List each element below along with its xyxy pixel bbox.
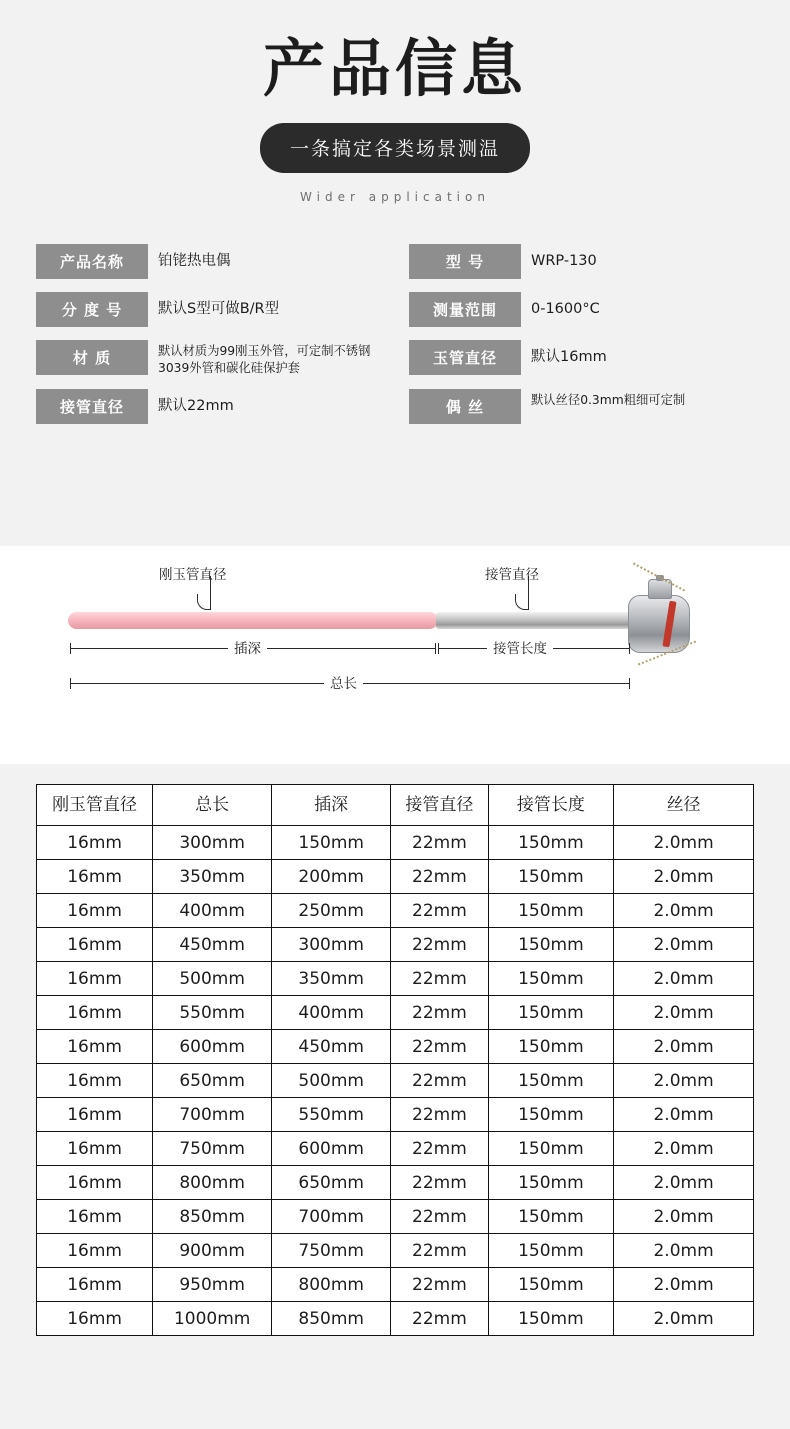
column-header: 总长 (153, 785, 272, 826)
table-cell: 150mm (488, 826, 613, 860)
terminal-head-graphic (622, 575, 696, 663)
spec-key: 偶 丝 (409, 389, 521, 424)
table-row (37, 1234, 754, 1268)
table-cell: 600mm (272, 1132, 391, 1166)
head-body (628, 595, 690, 653)
table-cell: 2.0mm (614, 826, 754, 860)
spec-value: 默认22mm (158, 397, 234, 414)
spec-key: 产品名称 (36, 244, 148, 279)
table-cell: 450mm (153, 928, 272, 962)
table-cell: 550mm (153, 996, 272, 1030)
table-cell: 2.0mm (614, 1234, 754, 1268)
table-cell: 400mm (153, 894, 272, 928)
table-cell: 22mm (391, 1064, 489, 1098)
table-cell: 2.0mm (614, 1302, 754, 1336)
table-cell: 650mm (272, 1166, 391, 1200)
table-cell: 550mm (272, 1098, 391, 1132)
hero-english-subtitle: Wider application (300, 190, 490, 205)
table-cell: 700mm (153, 1098, 272, 1132)
table-cell: 16mm (37, 1302, 153, 1336)
spec-value: 默认16mm (531, 349, 607, 366)
label-ceramic-diameter: 刚玉管直径 (159, 567, 227, 583)
table-row (37, 1268, 754, 1302)
spec-value: 默认材质为99刚玉外管，可定制不锈钢3039外管和碳化硅保护套 (158, 344, 371, 375)
hero-subtitle-pill: 一条搞定各类场景测温 (260, 123, 530, 173)
column-header: 接管长度 (488, 785, 613, 826)
table-cell: 16mm (37, 1234, 153, 1268)
table-cell: 2.0mm (614, 1098, 754, 1132)
table-row (37, 928, 754, 962)
table-row (37, 996, 754, 1030)
table-cell: 1000mm (153, 1302, 272, 1336)
table-cell: 150mm (488, 962, 613, 996)
table-cell: 900mm (153, 1234, 272, 1268)
table-cell: 150mm (488, 1166, 613, 1200)
column-header: 刚玉管直径 (37, 785, 153, 826)
column-header: 接管直径 (391, 785, 489, 826)
table-cell: 650mm (153, 1064, 272, 1098)
table-cell: 150mm (272, 826, 391, 860)
table-cell: 150mm (488, 894, 613, 928)
page-title: 产品信息 (262, 32, 527, 105)
spec-key: 测量范围 (409, 292, 521, 327)
dimension-table (36, 784, 754, 1336)
spec-key: 型 号 (409, 244, 521, 279)
table-cell: 750mm (153, 1132, 272, 1166)
table-cell: 150mm (488, 860, 613, 894)
column-header: 丝径 (614, 785, 754, 826)
table-cell: 850mm (272, 1302, 391, 1336)
table-cell: 2.0mm (614, 1030, 754, 1064)
ceramic-tube-graphic (68, 612, 438, 629)
table-cell: 300mm (272, 928, 391, 962)
table-cell: 150mm (488, 928, 613, 962)
table-cell: 2.0mm (614, 1268, 754, 1302)
table-cell: 950mm (153, 1268, 272, 1302)
table-cell: 150mm (488, 1098, 613, 1132)
table-cell: 800mm (272, 1268, 391, 1302)
table-cell: 16mm (37, 962, 153, 996)
spec-key: 分 度 号 (36, 292, 148, 327)
spec-key: 玉管直径 (409, 340, 521, 375)
spec-key: 材 质 (36, 340, 148, 375)
table-row (37, 1132, 754, 1166)
table-cell: 16mm (37, 928, 153, 962)
table-cell: 16mm (37, 826, 153, 860)
table-cell: 450mm (272, 1030, 391, 1064)
table-cell: 22mm (391, 1268, 489, 1302)
table-cell: 150mm (488, 1302, 613, 1336)
table-header-row (37, 785, 754, 826)
dimension-table-wrap (0, 758, 790, 1336)
table-cell: 22mm (391, 1132, 489, 1166)
table-cell: 2.0mm (614, 962, 754, 996)
spec-value: 默认S型可做B/R型 (158, 301, 280, 318)
spec-row (36, 340, 381, 375)
hero-section (0, 0, 790, 204)
table-cell: 2.0mm (614, 996, 754, 1030)
table-cell: 16mm (37, 1166, 153, 1200)
table-cell: 250mm (272, 894, 391, 928)
table-cell: 22mm (391, 1166, 489, 1200)
connection-tube-graphic (436, 612, 632, 629)
table-cell: 22mm (391, 962, 489, 996)
table-cell: 22mm (391, 1098, 489, 1132)
table-cell: 500mm (153, 962, 272, 996)
table-cell: 150mm (488, 1064, 613, 1098)
table-cell: 16mm (37, 1064, 153, 1098)
table-cell: 22mm (391, 860, 489, 894)
table-row (37, 1030, 754, 1064)
table-cell: 2.0mm (614, 1132, 754, 1166)
label-tube-length: 接管长度 (487, 637, 553, 657)
spec-row (36, 244, 381, 279)
spec-row (409, 292, 754, 327)
table-row (37, 894, 754, 928)
table-cell: 22mm (391, 1030, 489, 1064)
table-cell: 16mm (37, 1030, 153, 1064)
table-cell: 750mm (272, 1234, 391, 1268)
spec-value: 铂铑热电偶 (158, 253, 231, 270)
spec-row (36, 292, 381, 327)
table-cell: 350mm (153, 860, 272, 894)
table-cell: 700mm (272, 1200, 391, 1234)
table-cell: 2.0mm (614, 928, 754, 962)
table-cell: 150mm (488, 996, 613, 1030)
table-cell: 2.0mm (614, 1200, 754, 1234)
table-row (37, 1064, 754, 1098)
table-cell: 350mm (272, 962, 391, 996)
table-cell: 16mm (37, 996, 153, 1030)
spec-value: 默认丝径0.3mm粗细可定制 (531, 392, 686, 407)
table-row (37, 1200, 754, 1234)
table-cell: 200mm (272, 860, 391, 894)
spec-value: 0-1600°C (531, 301, 600, 318)
table-cell: 22mm (391, 826, 489, 860)
table-cell: 22mm (391, 1234, 489, 1268)
table-cell: 22mm (391, 928, 489, 962)
spec-row (409, 244, 754, 279)
table-row (37, 962, 754, 996)
table-cell: 400mm (272, 996, 391, 1030)
table-cell: 16mm (37, 894, 153, 928)
table-cell: 150mm (488, 1132, 613, 1166)
table-cell: 800mm (153, 1166, 272, 1200)
table-cell: 2.0mm (614, 894, 754, 928)
table-cell: 22mm (391, 1302, 489, 1336)
table-row (37, 860, 754, 894)
table-cell: 500mm (272, 1064, 391, 1098)
table-cell: 16mm (37, 1098, 153, 1132)
table-cell: 150mm (488, 1200, 613, 1234)
table-cell: 2.0mm (614, 1166, 754, 1200)
table-cell: 2.0mm (614, 1064, 754, 1098)
table-cell: 22mm (391, 1200, 489, 1234)
table-body (37, 826, 754, 1336)
table-cell: 16mm (37, 1200, 153, 1234)
table-cell: 150mm (488, 1234, 613, 1268)
table-cell: 850mm (153, 1200, 272, 1234)
table-row (37, 1302, 754, 1336)
table-cell: 22mm (391, 894, 489, 928)
table-cell: 150mm (488, 1030, 613, 1064)
label-tube-diameter: 接管直径 (485, 567, 539, 583)
spec-row (409, 389, 754, 424)
table-cell: 300mm (153, 826, 272, 860)
table-cell: 16mm (37, 1132, 153, 1166)
table-cell: 16mm (37, 1268, 153, 1302)
spec-value: WRP-130 (531, 253, 597, 270)
spec-grid (0, 244, 790, 423)
label-total-length: 总长 (324, 672, 363, 692)
column-header: 插深 (272, 785, 391, 826)
table-cell: 600mm (153, 1030, 272, 1064)
table-cell: 2.0mm (614, 860, 754, 894)
table-cell: 16mm (37, 860, 153, 894)
table-cell: 22mm (391, 996, 489, 1030)
label-insert-depth: 插深 (228, 637, 267, 657)
spec-key: 接管直径 (36, 389, 148, 424)
table-row (37, 1166, 754, 1200)
table-row (37, 1098, 754, 1132)
spec-row (36, 389, 381, 424)
table-cell: 150mm (488, 1268, 613, 1302)
spec-row (409, 340, 754, 375)
table-row (37, 826, 754, 860)
